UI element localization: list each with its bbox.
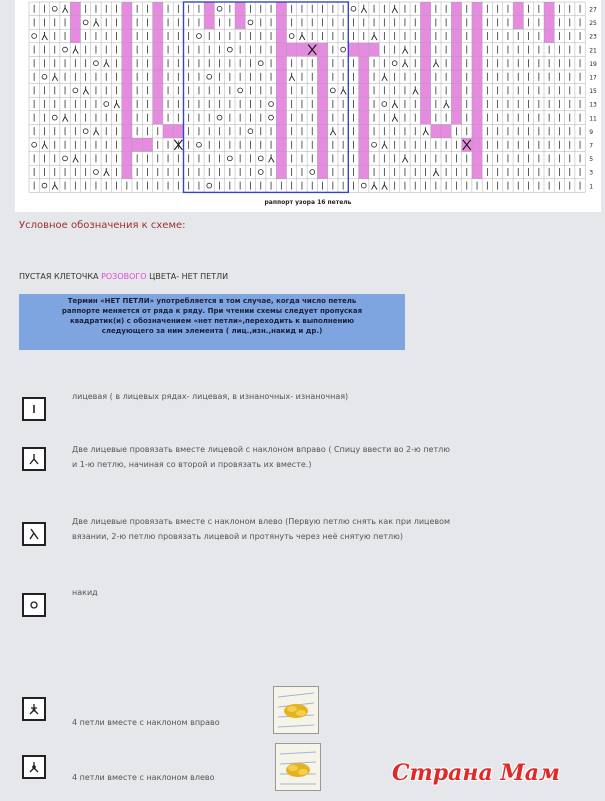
no-stitch-cell [359,111,369,125]
knitting-chart [15,0,601,212]
decrease-mark [42,32,48,40]
no-stitch-cell [317,124,327,138]
yarn-over-mark [382,102,387,107]
no-stitch-cell [153,84,163,98]
yarn-over-mark [248,129,253,134]
decrease-mark [413,86,419,94]
yarn-over-mark [32,142,37,147]
no-stitch-cell [451,97,461,111]
yarn-over-mark [217,6,222,11]
no-stitch-cell [122,56,132,70]
no-stitch-cell [513,2,523,16]
k2tog-left-label [72,514,450,544]
yarn-over-mark [227,47,232,52]
no-stitch-cell [153,16,163,30]
legend-line: 4 петли вместе с наклоном вправо [72,718,220,727]
no-stitch-cell [276,152,286,166]
no-stitch-cell [420,111,430,125]
decrease-mark [372,182,378,190]
yarn-over-mark [63,47,68,52]
no-stitch-cell [359,152,369,166]
knit-stitch-icon [22,397,46,421]
no-stitch-cell [122,152,132,166]
yarn-over-mark [73,88,78,93]
no-stitch-cell [153,70,163,84]
decrease-mark [402,59,408,67]
yarn-over-mark [372,142,377,147]
k4tog-right-label [72,715,220,730]
yarn-over-mark [289,34,294,39]
no-stitch-cell [451,16,461,30]
no-stitch-cell [276,124,286,138]
legend-line: и 1-ю петлю, начиная со второй и провязать их вместе.) [72,460,312,469]
no-stitch-cell [472,97,482,111]
decrease-mark [361,5,367,13]
yarn-over-mark [63,156,68,161]
yarn-over-mark [269,102,274,107]
yarn-over-mark [197,34,202,39]
empty-cell-prefix: ПУСТАЯ КЛЕТОЧКА [19,272,102,281]
no-stitch-cell [431,124,441,138]
no-stitch-cell [235,16,245,30]
no-stitch-cell [441,124,451,138]
no-stitch-cell [420,29,430,43]
yarn-over-mark [248,20,253,25]
yarn-over-mark [392,61,397,66]
legend-line: 4 петли вместе с наклоном влево [72,773,215,782]
row-number: 5 [589,156,594,164]
decrease-mark [341,86,347,94]
no-stitch-cell [451,43,461,57]
decrease-mark [52,73,58,81]
decrease-mark [372,32,378,40]
no-stitch-cell [153,111,163,125]
row-number: 1 [589,183,594,191]
no-stitch-note [19,294,405,350]
no-stitch-cell [132,138,142,152]
no-stitch-cell [513,16,523,30]
row-number: 15 [589,88,597,96]
decrease-mark [73,154,79,162]
no-stitch-cell [317,43,327,57]
no-stitch-cell [359,43,369,57]
decrease-mark [433,59,439,67]
no-stitch-cell [122,29,132,43]
decrease-mark [382,73,388,81]
row-number: 25 [589,20,597,28]
no-stitch-cell [287,43,297,57]
no-stitch-cell [204,16,214,30]
yarn-over-mark [52,6,57,11]
decrease-mark [402,154,408,162]
no-stitch-cell [544,16,554,30]
row-number: 19 [589,60,597,68]
note-line: раппорте меняется от ряда к ряду. При чтении схемы следует пропуская [61,307,363,315]
k4tog-left-label [72,770,214,785]
k4tog-left-icon [22,755,46,779]
no-stitch-cell [122,43,132,57]
no-stitch-cell [122,111,132,125]
no-stitch-cell [153,2,163,16]
no-stitch-cell [451,29,461,43]
yarn-over-mark [238,88,243,93]
no-stitch-cell [359,138,369,152]
empty-cell-suffix: ЦВЕТА- НЕТ ПЕТЛИ [146,272,229,281]
decrease-mark [114,100,120,108]
no-stitch-cell [276,165,286,179]
yarn-over-mark [42,74,47,79]
no-stitch-cell [122,138,132,152]
empty-cell-color-word: РОЗОВОГО [101,272,147,281]
legend-line: Две лицевые провязать вместе с наклоном влево (Первую петлю снять как при лицевом [72,517,451,526]
no-stitch-cell [70,2,80,16]
no-stitch-cell [153,97,163,111]
note-line: Термин «НЕТ ПЕТЛИ» употребляется в том случае, когда число петель [67,297,357,305]
k4tog-right-icon [22,697,46,721]
decrease-mark [63,5,69,13]
no-stitch-cell [163,124,173,138]
no-stitch-cell [317,70,327,84]
decrease-mark [42,141,48,149]
no-stitch-cell [420,56,430,70]
yarn-over-mark [52,115,57,120]
no-stitch-cell [276,97,286,111]
no-stitch-cell [451,111,461,125]
yarn-over-mark [83,129,88,134]
no-stitch-cell [359,70,369,84]
no-stitch-cell [317,111,327,125]
yarn-over-mark [83,20,88,25]
no-stitch-cell [276,70,286,84]
no-stitch-cell [472,111,482,125]
no-stitch-cell [472,2,482,16]
no-stitch-cell [297,43,307,57]
no-stitch-cell [122,16,132,30]
yarn-over-mark [258,156,263,161]
no-stitch-cell [420,84,430,98]
no-stitch-cell [276,29,286,43]
decrease-mark [392,114,398,122]
k2tog-left-icon [22,522,46,546]
yarn-over-icon [22,593,46,617]
yarn-over-mark [94,170,99,175]
k2tog-right-icon [22,447,46,471]
k4tog-left-photo [275,743,321,791]
yarn-over-mark [217,115,222,120]
no-stitch-cell [70,16,80,30]
no-stitch-cell [420,97,430,111]
no-stitch-cell [359,84,369,98]
no-stitch-cell [317,56,327,70]
row-number: 7 [589,142,594,150]
yarn-over-mark [197,142,202,147]
no-stitch-cell [472,16,482,30]
no-stitch-cell [122,2,132,16]
yarn-over-mark [351,6,356,11]
site-watermark: Страна Мам [392,760,560,786]
decrease-mark [433,168,439,176]
k4tog-right-photo [273,686,319,734]
yarn-over-mark [42,183,47,188]
row-number: 3 [589,169,594,177]
chart-grid [15,0,601,212]
row-number: 27 [589,6,597,14]
legend-line: лицевая ( в лицевых рядах- лицевая, в изнаночных- изнаночная) [72,392,349,401]
decrease-mark [392,100,398,108]
yarn-over-mark [310,170,315,175]
row-number: 11 [589,115,597,123]
no-stitch-cell [317,165,327,179]
no-stitch-cell [70,29,80,43]
yarn-over-mark [227,156,232,161]
no-stitch-cell [276,138,286,152]
no-stitch-cell [276,2,286,16]
no-stitch-cell [173,124,183,138]
decrease-mark [392,5,398,13]
no-stitch-cell [451,2,461,16]
no-stitch-cell [472,56,482,70]
decrease-mark [269,154,275,162]
no-stitch-cell [369,43,379,57]
no-stitch-cell [122,165,132,179]
yarn-over-mark [32,34,37,39]
yarn-over-mark [94,61,99,66]
no-stitch-cell [276,43,286,57]
no-stitch-cell [122,97,132,111]
note-line: квадратик(и) с обозначением «нет петли»,переходить к выполнению [69,317,355,325]
no-stitch-cell [544,29,554,43]
yarn-over-mark [207,74,212,79]
decrease-mark [382,182,388,190]
decrease-mark [63,114,69,122]
no-stitch-cell [420,70,430,84]
no-stitch-cell [472,138,482,152]
yarn-over-mark [104,102,109,107]
k2tog-right-label [72,442,450,472]
yarn-over-mark [330,88,335,93]
decrease-mark [444,100,450,108]
decrease-mark [330,127,336,135]
decrease-mark [93,127,99,135]
row-number: 21 [589,47,597,55]
yarn-over-mark [207,183,212,188]
no-stitch-cell [359,56,369,70]
decrease-mark [104,59,110,67]
no-stitch-cell [122,124,132,138]
decrease-mark [104,168,110,176]
repeat-caption: раппорт узора 16 петель [264,199,352,206]
no-stitch-cell [276,84,286,98]
legend-title: Условное обозначения к схеме: [19,220,186,231]
no-stitch-cell [153,56,163,70]
decrease-mark [83,86,89,94]
no-stitch-cell [544,2,554,16]
decrease-mark [423,127,429,135]
yarn-over-mark [269,115,274,120]
decrease-mark [93,18,99,26]
legend-line: накид [72,588,98,597]
no-stitch-cell [451,56,461,70]
no-stitch-cell [359,124,369,138]
row-number: 23 [589,33,597,41]
yarn-over-mark [361,183,366,188]
no-stitch-cell [472,43,482,57]
no-stitch-cell [142,138,152,152]
no-stitch-cell [317,138,327,152]
no-stitch-cell [420,2,430,16]
no-stitch-cell [317,97,327,111]
no-stitch-cell [472,124,482,138]
no-stitch-cell [122,70,132,84]
row-number: 17 [589,74,597,82]
no-stitch-cell [472,84,482,98]
no-stitch-cell [472,70,482,84]
no-stitch-cell [153,43,163,57]
no-stitch-cell [348,43,358,57]
yarn-over-mark [258,61,263,66]
decrease-mark [52,182,58,190]
decrease-mark [73,46,79,54]
no-stitch-cell [204,2,214,16]
no-stitch-cell [276,56,286,70]
no-stitch-cell [420,43,430,57]
no-stitch-cell [122,84,132,98]
decrease-mark [382,141,388,149]
no-stitch-cell [451,84,461,98]
yarn-over-mark [258,170,263,175]
legend-line: Две лицевые провязать вместе лицевой с наклоном вправо ( Спицу ввести во 2-ю петлю [72,445,450,454]
yarn-over-mark [341,47,346,52]
no-stitch-cell [359,165,369,179]
no-stitch-cell [359,97,369,111]
no-stitch-cell [317,152,327,166]
no-stitch-cell [276,111,286,125]
no-stitch-cell [451,70,461,84]
no-stitch-cell [420,16,430,30]
knit-stitch-label [72,389,348,404]
no-stitch-cell [235,2,245,16]
no-stitch-cell [472,29,482,43]
no-stitch-cell [472,152,482,166]
legend-line: вязании, 2-ю петлю провязать лицевой и протянуть через неё снятую петлю) [72,532,403,541]
empty-cell-definition [19,272,228,281]
decrease-mark [299,32,305,40]
no-stitch-cell [472,165,482,179]
no-stitch-cell [153,29,163,43]
yarn-over-label [72,585,98,600]
decrease-mark [402,46,408,54]
note-line: следующего за ним элемента ( лиц.,изн.,накид и др.) [101,327,323,335]
decrease-mark [289,73,295,81]
row-number: 9 [589,128,594,136]
no-stitch-cell [276,16,286,30]
no-stitch-cell [317,84,327,98]
row-number: 13 [589,101,597,109]
